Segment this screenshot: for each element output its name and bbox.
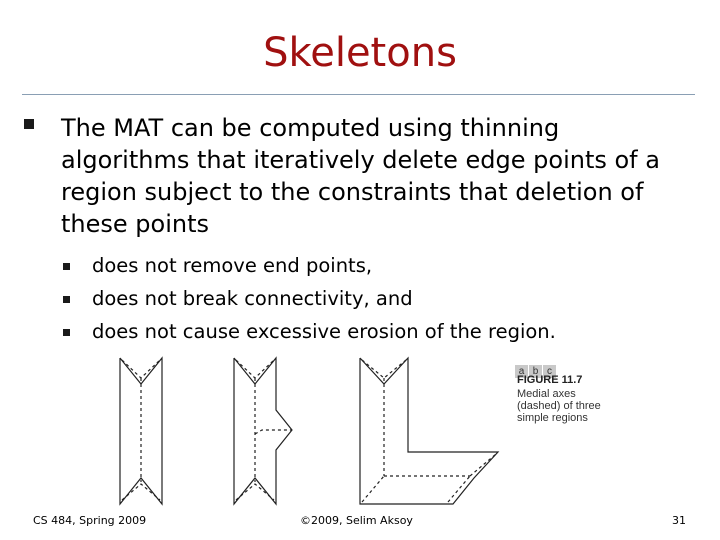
footer-course: CS 484, Spring 2009 [33,514,147,527]
region-c-shape [360,358,498,504]
region-a-axis [122,360,160,500]
footer-page-number: 31 [672,514,686,527]
figure-caption-title: FIGURE 11.7 [517,374,583,386]
figure-caption-text: Medial axes (dashed) of three simple regions [517,388,601,424]
main-bullet-text: The MAT can be computed using thinning algorithms that iteratively delete edge points of a region subject to the constraints that deletion of these points [61,114,660,238]
bullet-square-icon [24,119,34,129]
footer-copyright: ©2009, Selim Aksoy [300,514,413,527]
medial-axes-figure [108,354,508,514]
sub-bullet-3: does not cause excessive erosion of the region. [92,320,556,343]
title-divider [22,94,695,95]
panel-label-c: c [543,365,556,378]
panel-label-b: b [529,365,542,378]
region-b-axis [236,360,292,500]
sub-bullet-icon [63,296,70,303]
sub-bullet-1: does not remove end points, [92,254,373,277]
sub-bullet-icon [63,263,70,270]
sub-bullet-icon [63,329,70,336]
slide-title: Skeletons [263,30,457,76]
sub-bullet-2: does not break connectivity, and [92,287,413,310]
region-b-shape [234,358,292,504]
panel-label-a: a [515,365,528,378]
